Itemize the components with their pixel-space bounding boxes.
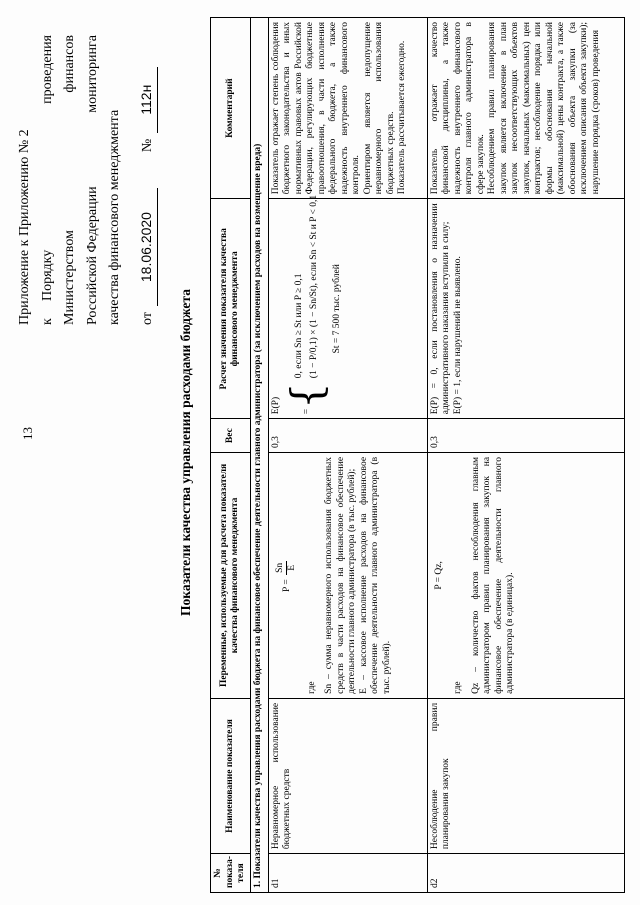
- row-vars: [427, 452, 624, 698]
- appendix-poryadku: Порядку: [39, 249, 55, 301]
- row-name: Несоблюдение правил планирования закупок: [427, 698, 624, 853]
- quality-indicators-table: [210, 17, 625, 893]
- row-vars: [268, 452, 427, 698]
- col-vars-header: Переменные, используемые для расчета показателя качества финансового менеджмента: [211, 452, 251, 698]
- col-name-header: Наименование показателя: [211, 698, 251, 853]
- page-number: 13: [20, 427, 35, 440]
- col-num-header: № показа- теля: [211, 854, 251, 893]
- calc-2: E(P) = 1, если нарушений не выявлено.: [452, 256, 463, 415]
- calc-st: St = 7 500 тыс. рублей: [332, 264, 343, 354]
- calc-cases: = { 0, если Sn ≥ St или P ≥ 0,1 (1 − P/0,1) × (1 − Sn/St), если Sn < St и P < 0,1: [282, 194, 332, 415]
- var-qz: Qz – количество фактов несоблюдения главным администратором правил планирования закупок на финансовое обеспечение деятельности главного администратора (в единицах).: [470, 456, 516, 694]
- comment-1: Показатель отражает степень соблюдения бюджетного законодательства и иных нормативных правовых актов Российской Федерации, регулирующих бюджетные правоотношения, в части исполнения федерального бюджета, а также надежность внутреннего финансового контроля.: [270, 22, 362, 195]
- comment-3: Показатель рассчитывается ежегодно.: [397, 40, 408, 195]
- comment-2: Ориентиром является недопущение неравномерного использования бюджетных средств.: [362, 22, 396, 195]
- order-date: 18.06.2020: [135, 188, 159, 306]
- order-number: 112н: [135, 67, 159, 133]
- from-label: от: [139, 312, 155, 325]
- calc-1: E(P) = 0, если постановления о назначении административного наказания вступили в силу;: [429, 203, 452, 415]
- row-comment: [268, 18, 427, 199]
- formula-d1: P = Sn E: [274, 562, 298, 592]
- header-row: [211, 18, 251, 893]
- section-row: [250, 18, 268, 893]
- var-sn: Sn – сумма неравномерного использования бюджетных средств в части расходов на финансовое обеспечение деятельности главного администратора (в тыс. рублей);: [324, 456, 358, 694]
- appendix-k: к: [39, 318, 55, 325]
- col-weight-header: Вес: [211, 419, 251, 453]
- appendix-rf: Российской Федерации: [84, 186, 100, 325]
- appendix-ministry: Министерством: [62, 230, 77, 325]
- col-comment-header: Комментарий: [211, 18, 251, 199]
- row-num: d2: [427, 854, 624, 893]
- comment-2: Несоблюдением правил планирования закупок является включение в план закупок несоответствующих объектов закупок, начальных (максимальных) цен контрактов; несоблюдение порядка или формы обоснования начальной (максимальной) цены контракта, а также обоснования объекта закупки (за исключением описания объекта закупки); нарушение порядка (сроков) проведения: [487, 22, 601, 195]
- section-title: 1. Показатели качества управления расходами бюджета на финансовое обеспечение деятельности главного администратора (за исключением расходов на возмещение вреда): [250, 18, 268, 893]
- where-label: где: [306, 681, 317, 694]
- table-row-d1: [268, 18, 427, 893]
- appendix-provedeniya: проведения: [39, 35, 55, 104]
- calc-head: E(P): [270, 396, 281, 415]
- comment-1: Показатель отражает качество финансовой дисциплины, а также надежность внутреннего финансового контроля главного администратора в сфере закупок.: [429, 22, 486, 195]
- row-comment: [427, 18, 624, 199]
- appendix-monitoring: мониторинга: [84, 35, 100, 113]
- where-label: где: [453, 681, 464, 694]
- document-title: Показатели качества управления расходами бюджета: [178, 289, 193, 616]
- appendix-line-5: качества финансового менеджмента: [107, 109, 122, 325]
- calc-case-2: (1 − P/0,1) × (1 − Sn/St), если Sn < St и P < 0,1: [308, 194, 319, 379]
- col-calc-header: Расчет значения показателя качества финансового менеджмента: [211, 199, 251, 419]
- row-weight: 0,3: [268, 419, 427, 453]
- formula-d2: P = Qz,: [433, 561, 444, 590]
- row-name: Неравномерное использование бюджетных средств: [268, 698, 427, 853]
- row-calc: [427, 199, 624, 419]
- appendix-line-1: Приложение к Приложению № 2: [17, 129, 32, 325]
- table-row-d2: [427, 18, 624, 893]
- row-calc: [268, 194, 427, 419]
- row-weight: 0,3: [427, 419, 624, 453]
- var-e: E – кассовое исполнение расходов на финансовое обеспечение деятельности главного администратора (в тыс. рублей).: [358, 456, 392, 694]
- row-num: d1: [268, 854, 427, 893]
- appendix-finance: финансов: [62, 35, 77, 93]
- calc-case-1: 0, если Sn ≥ St или P ≥ 0,1: [294, 273, 305, 379]
- number-label: №: [139, 138, 155, 153]
